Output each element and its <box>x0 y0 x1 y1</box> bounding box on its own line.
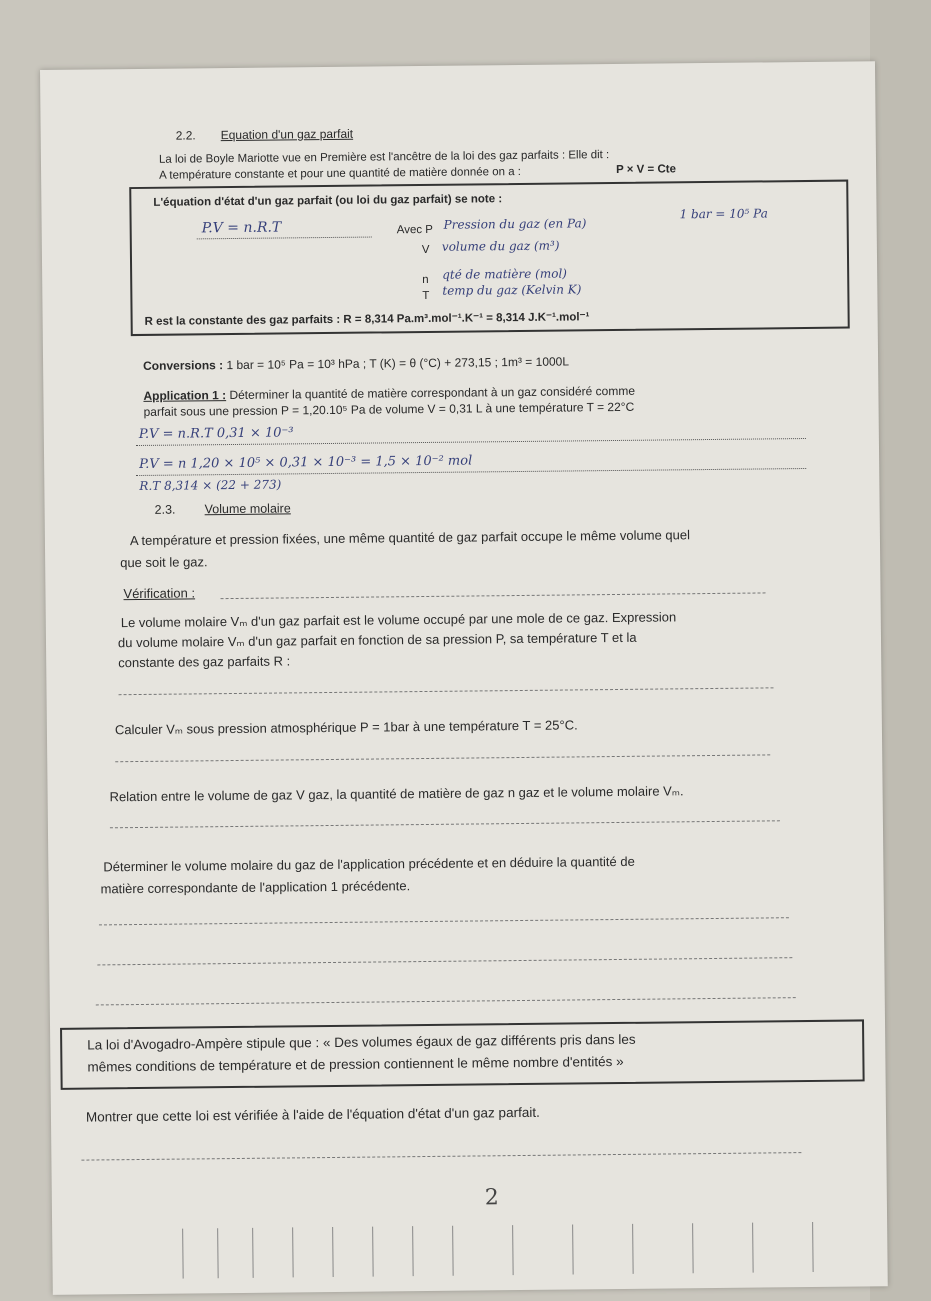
v-definition: volume du gaz (m³) <box>441 238 560 254</box>
binder-tick <box>372 1227 374 1277</box>
handwritten-equation: P.V = n.R.T <box>201 219 282 237</box>
state-box-heading: L'équation d'état d'un gaz parfait (ou loi du gaz parfait) se note : <box>153 193 503 209</box>
intro-line-2: A température constante et pour une quantité de matière donnée on a : <box>159 165 522 182</box>
calc-answer-line <box>115 754 770 762</box>
verification-answer-line <box>221 592 766 599</box>
section-2-3-p1-line2: que soit le gaz. <box>120 554 208 571</box>
t-definition: temp du gaz (Kelvin K) <box>442 282 582 298</box>
p-definition: Pression du gaz (en Pa) <box>443 216 587 232</box>
molar-volume-line2: du volume molaire Vₘ d'un gaz parfait en fonction de sa pression P, sa température T et la <box>117 629 637 651</box>
molar-volume-line3: constante des gaz parfaits R : <box>118 653 291 671</box>
binder-tick <box>452 1226 454 1276</box>
binder-tick <box>572 1224 574 1274</box>
worksheet-page <box>40 61 888 1295</box>
conversions-text: 1 bar = 10⁵ Pa = 10³ hPa ; T (K) = θ (°C) + 273,15 ; 1m³ = 1000L <box>226 354 570 373</box>
avogadro-line2: mêmes conditions de température et de pression contiennent le même nombre d'entités » <box>87 1053 624 1075</box>
application1-text: Déterminer la quantité de matière correspondant à un gaz considéré comme <box>229 383 636 403</box>
verification-label: Vérification : <box>123 585 196 602</box>
binder-tick <box>292 1227 294 1277</box>
r-constant-line: R est la constante des gaz parfaits : R = 8,314 Pa.m³.mol⁻¹.K⁻¹ = 8,314 J.K⁻¹.mol⁻¹ <box>144 311 590 328</box>
determine-line2 <box>101 878 411 896</box>
binder-tick <box>692 1223 694 1273</box>
avogadro-box <box>60 1019 865 1089</box>
section-2-3-number: 2.3. <box>154 502 176 517</box>
molar-volume-line1: Le volume molaire Vₘ d'un gaz parfait est le volume occupé par une mole de ce gaz. Expression <box>120 609 677 631</box>
application1-label: Application 1 : <box>143 388 227 403</box>
binder-tick <box>512 1225 514 1275</box>
binder-tick <box>412 1226 414 1276</box>
section-2-3-title: Volume molaire <box>204 501 291 517</box>
determine-answer-line-1 <box>99 917 789 925</box>
v-label: V <box>421 243 430 257</box>
binder-tick <box>812 1222 814 1272</box>
equation-line <box>197 237 372 240</box>
intro-line-1: La loi de Boyle Mariotte vue en Première est l'ancêtre de la loi des gaz parfaits : Elle dit : <box>158 149 610 166</box>
molar-volume-answer-line <box>119 687 774 695</box>
section-2-3-p1-line1: A température et pression fixées, une même quantité de gaz parfait occupe le même volume quel <box>129 527 691 549</box>
state-equation-box <box>129 180 850 337</box>
n-definition: qté de matière (mol) <box>442 266 568 282</box>
calc-molar-volume: Calculer Vₘ sous pression atmosphérique P = 1bar à une température T = 25°C. <box>114 717 578 738</box>
binder-tick <box>217 1228 219 1278</box>
boyle-formula: P × V = Cte <box>616 163 677 176</box>
avogadro-question: Montrer que cette loi est vérifiée à l'aide de l'équation d'état d'un gaz parfait. <box>85 1104 540 1125</box>
page-number: 2 <box>484 1185 499 1211</box>
binder-tick <box>332 1227 334 1277</box>
avogadro-line1: La loi d'Avogadro-Ampère stipule que : « Des volumes égaux de gaz différents pris dans les <box>87 1031 636 1053</box>
section-title: Equation d'un gaz parfait <box>220 126 354 143</box>
relation-question: Relation entre le volume de gaz V gaz, la quantité de matière de gaz n gaz et le volume molaire Vₘ. <box>109 783 684 805</box>
bar-conversion-note: 1 bar = 10⁵ Pa <box>679 206 768 222</box>
binder-tick <box>752 1223 754 1273</box>
application1-handwriting-2: P.V = n 1,20 × 10⁵ × 0,31 × 10⁻³ = 1,5 × 10⁻² mol <box>139 453 473 472</box>
application1-line2: parfait sous une pression P = 1,20.10⁵ Pa de volume V = 0,31 L à une température T = 22°C <box>143 399 635 419</box>
binder-tick <box>632 1224 634 1274</box>
conversions-label: Conversions : <box>143 358 224 373</box>
determine-answer-line-3 <box>96 997 796 1005</box>
n-label: n <box>422 273 429 287</box>
avec-p-label: Avec P <box>396 223 433 237</box>
section-number: 2.2. <box>175 128 196 143</box>
determine-answer-line-2 <box>97 957 792 965</box>
relation-answer-line <box>110 820 780 828</box>
binder-tick <box>182 1229 184 1279</box>
avogadro-answer-line <box>81 1152 801 1161</box>
determine-line2-text: matière correspondante de l'application 1 précédente. <box>100 878 411 897</box>
t-label: T <box>422 289 430 303</box>
application1-handwriting-1: P.V = n.R.T 0,31 × 10⁻³ <box>138 425 294 442</box>
binder-tick <box>252 1228 254 1278</box>
application1-handwriting-3: R.T 8,314 × (22 + 273) <box>139 477 282 493</box>
determine-line1: Déterminer le volume molaire du gaz de l'application précédente et en déduire la quantité de <box>103 853 635 875</box>
conversions-row <box>143 354 569 372</box>
